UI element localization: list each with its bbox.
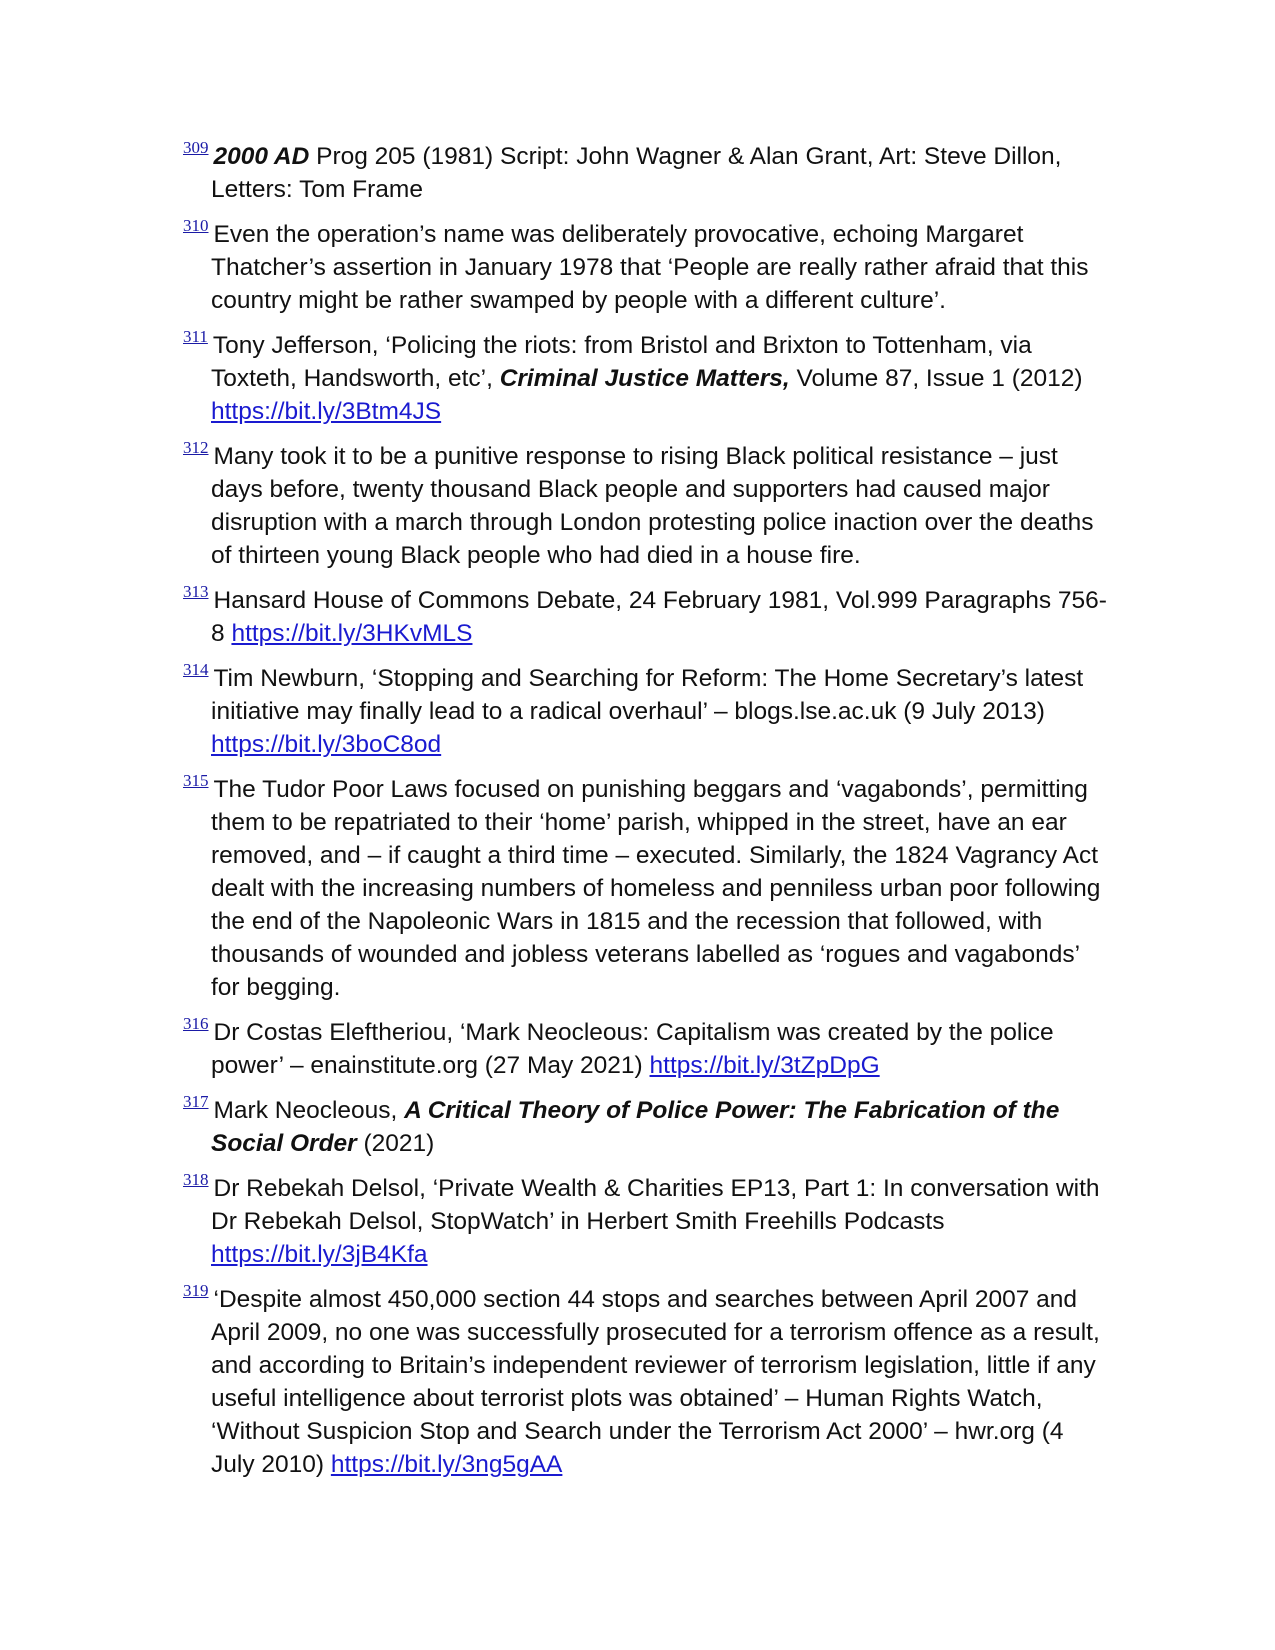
- footnote-315: [183, 773, 1113, 1004]
- url-link[interactable]: https://bit.ly/3tZpDpG: [649, 1052, 880, 1079]
- footnote-ref-link[interactable]: 318: [183, 1170, 209, 1189]
- footnote-text: Even the operation’s name was deliberately provocative, echoing Margaret Thatcher’s assertion in January 1978 that ‘People are really rather afraid that this country might be rather swamped by people with a different culture’.: [211, 221, 1089, 314]
- work-title: 2000 AD: [213, 143, 310, 170]
- footnote-314: [183, 662, 1113, 761]
- footnote-text: Tim Newburn, ‘Stopping and Searching for Reform: The Home Secretary’s latest initiative may finally lead to a radical overhaul’ – blogs.lse.ac.uk (9 July 2013): [211, 665, 1084, 725]
- footnote-ref-link[interactable]: 317: [183, 1092, 209, 1111]
- footnote-text: Volume 87, Issue 1 (2012): [789, 365, 1083, 392]
- footnotes-page: [183, 140, 1113, 1493]
- footnote-text: Many took it to be a punitive response to rising Black political resistance – just days before, twenty thousand Black people and supporters had caused major disruption with a march through London protesting police inaction over the deaths of thirteen young Black people who had died in a house fire.: [211, 443, 1094, 569]
- footnote-ref-link[interactable]: 310: [183, 216, 209, 235]
- work-title: Criminal Justice Matters,: [499, 365, 790, 392]
- footnote-318: [183, 1172, 1113, 1271]
- footnote-316: [183, 1016, 1113, 1082]
- footnote-text: Dr Rebekah Delsol, ‘Private Wealth & Charities EP13, Part 1: In conversation with Dr Rebekah Delsol, StopWatch’ in Herbert Smith Freehills Podcasts: [211, 1175, 1100, 1235]
- url-link[interactable]: https://bit.ly/3boC8od: [211, 731, 442, 758]
- footnote-text: (2021): [356, 1130, 435, 1157]
- url-link[interactable]: https://bit.ly/3ng5gAA: [330, 1451, 563, 1478]
- footnote-312: [183, 440, 1113, 572]
- footnote-313: [183, 584, 1113, 650]
- url-link[interactable]: https://bit.ly/3jB4Kfa: [211, 1241, 428, 1268]
- work-title: A Critical Theory of Police Power: The Fabrication of the Social Order: [211, 1097, 1060, 1157]
- footnote-text: Mark Neocleous,: [213, 1097, 405, 1124]
- footnote-text: The Tudor Poor Laws focused on punishing beggars and ‘vagabonds’, permitting them to be repatriated to their ‘home’ parish, whipped in the street, have an ear removed, and – if caught a third time – executed. Similarly, the 1824 Vagrancy Act dealt with the increasing numbers of homeless and penniless urban poor following the end of the Napoleonic Wars in 1815 and the recession that followed, with thousands of wounded and jobless veterans labelled as ‘rogues and vagabonds’ for begging.: [211, 776, 1101, 1001]
- footnote-319: [183, 1283, 1113, 1481]
- footnote-text: Hansard House of Commons Debate, 24 February 1981, Vol.999 Paragraphs 756-8: [211, 587, 1107, 647]
- footnote-309: [183, 140, 1113, 206]
- footnote-310: [183, 218, 1113, 317]
- footnote-ref-link[interactable]: 309: [183, 138, 209, 157]
- footnote-text: Dr Costas Eleftheriou, ‘Mark Neocleous: Capitalism was created by the police power’ – enainstitute.org (27 May 2021): [211, 1019, 1054, 1079]
- url-link[interactable]: https://bit.ly/3Btm4JS: [211, 398, 442, 425]
- footnote-ref-link[interactable]: 315: [183, 771, 209, 790]
- footnote-ref-link[interactable]: 311: [183, 327, 208, 346]
- footnote-text: Prog 205 (1981) Script: John Wagner & Alan Grant, Art: Steve Dillon, Letters: Tom Frame: [211, 143, 1062, 203]
- footnote-ref-link[interactable]: 312: [183, 438, 209, 457]
- footnote-ref-link[interactable]: 314: [183, 660, 209, 679]
- footnote-text: Tony Jefferson, ‘Policing the riots: from Bristol and Brixton to Tottenham, via Toxteth, Handsworth, etc’,: [211, 332, 1032, 392]
- footnote-ref-link[interactable]: 313: [183, 582, 209, 601]
- footnote-ref-link[interactable]: 316: [183, 1014, 209, 1033]
- footnote-311: [183, 329, 1113, 428]
- url-link[interactable]: https://bit.ly/3HKvMLS: [231, 620, 473, 647]
- footnote-text: ‘Despite almost 450,000 section 44 stops and searches between April 2007 and April 2009, no one was successfully prosecuted for a terrorism offence as a result, and according to Britain’s independent reviewer of terrorism legislation, little if any useful intelligence about terrorist plots was obtained’ – Human Rights Watch, ‘Without Suspicion Stop and Search under the Terrorism Act 2000’ – hwr.org (4 July 2010): [211, 1286, 1100, 1478]
- footnote-ref-link[interactable]: 319: [183, 1281, 209, 1300]
- footnote-317: [183, 1094, 1113, 1160]
